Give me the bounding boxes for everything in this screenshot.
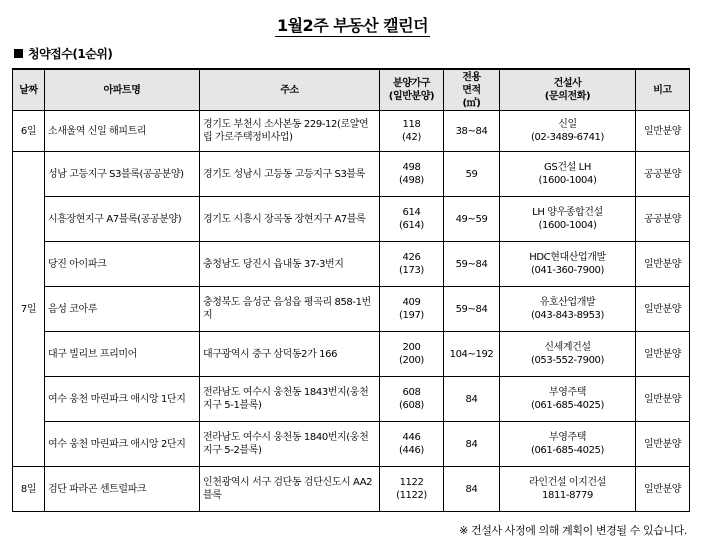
cell-address: 대구광역시 중구 삼덕동2가 166 [200, 332, 380, 377]
cell-area: 59 [444, 152, 500, 197]
cell-units [380, 287, 444, 332]
table-row [13, 422, 690, 467]
calendar-table [12, 68, 690, 512]
table-row [13, 197, 690, 242]
cell-note: 일반분양 [636, 111, 690, 152]
header-address: 주소 [200, 69, 380, 111]
cell-note: 일반분양 [636, 467, 690, 512]
table-row [13, 332, 690, 377]
cell-builder [500, 197, 636, 242]
units-general: (446) [399, 445, 424, 456]
builder-phone: (043-843-8953) [530, 310, 605, 321]
header-area-line3: (㎡) [462, 97, 481, 109]
header-apt: 아파트명 [45, 69, 200, 111]
cell-note: 공공분양 [636, 197, 690, 242]
cell-builder [500, 422, 636, 467]
header-area-line1: 전용 [462, 71, 481, 83]
header-units-line1: 분양가구 [392, 78, 431, 89]
cell-note: 일반분양 [636, 422, 690, 467]
square-bullet-icon [14, 49, 23, 58]
cell-area: 104~192 [444, 332, 500, 377]
cell-apt: 검단 파라곤 센트럴파크 [45, 467, 200, 512]
cell-units [380, 332, 444, 377]
cell-address: 경기도 성남시 고등동 고등지구 S3블록 [200, 152, 380, 197]
builder-name: 라인건설 이지건설 [529, 477, 606, 488]
table-row [13, 377, 690, 422]
cell-note: 일반분양 [636, 377, 690, 422]
cell-area: 84 [444, 422, 500, 467]
builder-name: 신일 [558, 119, 577, 130]
cell-area: 49~59 [444, 197, 500, 242]
cell-builder [500, 111, 636, 152]
builder-phone: (041-360-7900) [530, 265, 605, 276]
builder-phone: (1600-1004) [538, 175, 597, 186]
table-row [13, 467, 690, 512]
cell-area: 38~84 [444, 111, 500, 152]
cell-apt: 당진 아이파크 [45, 242, 200, 287]
cell-builder [500, 152, 636, 197]
builder-phone: (053-552-7900) [530, 355, 605, 366]
cell-area: 84 [444, 467, 500, 512]
cell-date: 7일 [13, 152, 45, 467]
header-builder-line2: (문의전화) [544, 91, 591, 102]
table-header-row [13, 69, 690, 111]
cell-units [380, 377, 444, 422]
header-builder-line1: 건설사 [553, 78, 582, 89]
header-units [380, 69, 444, 111]
page-title-text: 1월2주 부동산 캘린더 [276, 16, 429, 35]
header-note: 비고 [636, 69, 690, 111]
cell-note: 공공분양 [636, 152, 690, 197]
builder-name: HDC현대산업개발 [529, 252, 606, 263]
cell-units [380, 422, 444, 467]
table-row [13, 111, 690, 152]
header-builder [500, 69, 636, 111]
cell-apt: 소새울역 신일 해피트리 [45, 111, 200, 152]
builder-phone: (02-3489-6741) [530, 132, 605, 143]
builder-name: 부영주택 [548, 387, 587, 398]
table-row [13, 287, 690, 332]
cell-address: 인천광역시 서구 검단동 검단신도시 AA2블록 [200, 467, 380, 512]
section-label: 청약접수(1순위) [28, 47, 113, 61]
cell-units [380, 197, 444, 242]
table-row [13, 152, 690, 197]
units-general: (608) [399, 400, 424, 411]
units-total: 426 [402, 252, 421, 263]
units-general: (200) [399, 355, 424, 366]
cell-date: 8일 [13, 467, 45, 512]
cell-apt: 음성 코아루 [45, 287, 200, 332]
units-total: 118 [402, 119, 421, 130]
units-total: 498 [402, 162, 421, 173]
header-area [444, 69, 500, 111]
builder-phone: (061-685-4025) [530, 445, 605, 456]
cell-builder [500, 332, 636, 377]
cell-builder [500, 242, 636, 287]
units-general: (498) [399, 175, 424, 186]
cell-note: 일반분양 [636, 332, 690, 377]
header-area-line2: 면적 [462, 84, 481, 96]
units-total: 200 [402, 342, 421, 353]
header-date: 날짜 [13, 69, 45, 111]
units-general: (42) [402, 132, 421, 143]
cell-units [380, 467, 444, 512]
units-total: 608 [402, 387, 421, 398]
cell-address: 전라남도 여수시 웅천동 1840번지(웅천지구 5-2블록) [200, 422, 380, 467]
cell-builder [500, 287, 636, 332]
units-total: 614 [402, 207, 421, 218]
cell-note: 일반분양 [636, 242, 690, 287]
cell-apt: 여수 웅천 마린파크 애시앙 2단지 [45, 422, 200, 467]
cell-apt: 시흥장현지구 A7블록(공공분양) [45, 197, 200, 242]
cell-date: 6일 [13, 111, 45, 152]
cell-apt: 성남 고등지구 S3블록(공공분양) [45, 152, 200, 197]
cell-area: 84 [444, 377, 500, 422]
cell-address: 충청북도 음성군 음성읍 평곡리 858-1번지 [200, 287, 380, 332]
cell-apt: 여수 웅천 마린파크 애시앙 1단지 [45, 377, 200, 422]
builder-name: GS건설 LH [544, 162, 591, 173]
builder-phone: 1811-8779 [542, 490, 593, 501]
cell-address: 전라남도 여수시 웅천동 1843번지(웅천지구 5-1블록) [200, 377, 380, 422]
units-general: (1122) [396, 490, 427, 501]
header-units-line2: (일반분양) [388, 91, 435, 102]
cell-note: 일반분양 [636, 287, 690, 332]
builder-phone: (1600-1004) [538, 220, 597, 231]
units-general: (173) [399, 265, 424, 276]
cell-units [380, 152, 444, 197]
builder-name: LH 양우종합건설 [532, 207, 603, 218]
cell-area: 59~84 [444, 287, 500, 332]
footnote: ※ 건설사 사정에 의해 계획이 변경될 수 있습니다. [459, 524, 687, 537]
units-total: 1122 [399, 477, 424, 488]
cell-builder [500, 467, 636, 512]
units-general: (197) [399, 310, 424, 321]
table-row [13, 242, 690, 287]
page-title [0, 13, 705, 36]
cell-area: 59~84 [444, 242, 500, 287]
units-total: 446 [402, 432, 421, 443]
section-heading [14, 45, 112, 62]
cell-units [380, 111, 444, 152]
builder-name: 부영주택 [548, 432, 587, 443]
builder-phone: (061-685-4025) [530, 400, 605, 411]
cell-address: 경기도 부천시 소사본동 229-12(로얄연립 가로주택정비사업) [200, 111, 380, 152]
cell-address: 충청남도 당진시 읍내동 37-3번지 [200, 242, 380, 287]
cell-address: 경기도 시흥시 장곡동 장현지구 A7블록 [200, 197, 380, 242]
builder-name: 유호산업개발 [539, 297, 596, 308]
units-general: (614) [399, 220, 424, 231]
cell-units [380, 242, 444, 287]
cell-apt: 대구 빌리브 프리미어 [45, 332, 200, 377]
builder-name: 신세계건설 [544, 342, 591, 353]
cell-builder [500, 377, 636, 422]
units-total: 409 [402, 297, 421, 308]
